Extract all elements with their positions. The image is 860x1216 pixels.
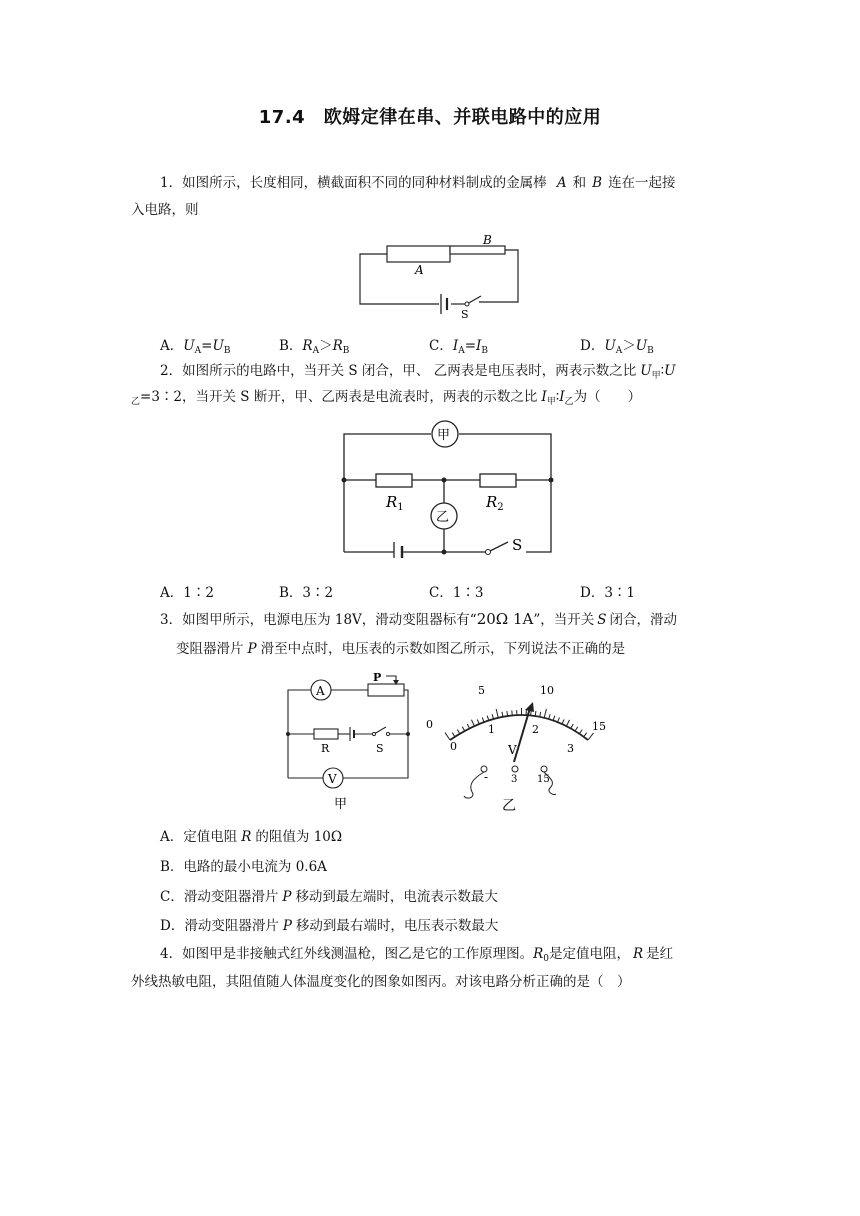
q2-option-b[interactable]: B．3∶2 (279, 585, 334, 601)
q2-circuit-figure (336, 418, 561, 558)
q3-yi-caption: 乙 (502, 798, 516, 814)
q1-option-c[interactable]: C．$I_A=I_B$ (429, 338, 488, 356)
q2-label-s: S (512, 536, 523, 554)
q3-jia-label-p: P (373, 672, 382, 684)
q2-text-line2: $_乙$=3∶2，当开关 S 断开，甲、乙两表是电流表时，两表的示数之比 $I_甲∶I_乙$为（ ） (131, 389, 642, 407)
q3-text-line2: 变阻器滑片 P 滑至中点时，电压表的示数如图乙所示，下列说法不正确的是 (176, 641, 626, 657)
q3-option-d[interactable]: D．滑动变阻器滑片 P 移动到最右端时，电压表示数最大 (160, 918, 499, 934)
upper-scale-0: 0 (426, 718, 433, 731)
lower-scale-2: 2 (532, 723, 539, 736)
lower-scale-3: 3 (567, 742, 574, 755)
upper-scale-10: 10 (540, 684, 554, 697)
lower-scale-1: 1 (488, 723, 495, 736)
q1-label-b: B (483, 233, 492, 247)
q3-jia-label-r: R (321, 742, 330, 755)
q1-var-b: B (592, 175, 603, 191)
terminal-3: 3 (511, 774, 518, 785)
q2-meter-yi: 乙 (436, 510, 450, 525)
q3-text-line1: 3．如图甲所示，电源电压为 18V，滑动变阻器标有“20Ω 1A”，当开关 S 闭合，滑动 (160, 610, 678, 628)
q2-label-r1: $R_1$ (386, 493, 404, 513)
q2-meter-jia: 甲 (437, 428, 451, 443)
q2-label-r2: $R_2$ (486, 493, 504, 513)
q3-circuit-figure-jia (284, 672, 414, 814)
terminal-minus: - (484, 770, 489, 784)
q1-stem: 1．如图所示，长度相同，横截面积不同的同种材料制成的金属棒 (160, 175, 547, 191)
q1-text-line1 (160, 172, 676, 194)
q3-jia-caption: 甲 (334, 797, 348, 812)
q3-option-c[interactable]: C．滑动变阻器滑片 P 移动到最左端时，电流表示数最大 (160, 889, 498, 905)
q3-option-b[interactable]: B．电路的最小电流为 0.6A (160, 859, 327, 875)
q1-option-b[interactable]: B．$R_A>R_B$ (279, 338, 350, 356)
dial-tick (496, 709, 498, 718)
q2-text-line1: 2．如图所示的电路中，当开关 S 闭合，甲、 乙两表是电压表时，两表示数之比 $U_甲∶U$ (160, 363, 676, 381)
q1-var-a: A (556, 175, 567, 191)
q2-option-c[interactable]: C．1∶3 (429, 585, 484, 601)
dial-tick (445, 733, 450, 740)
q1-and: 和 (572, 175, 587, 191)
q2-option-a[interactable]: A．1∶2 (160, 585, 214, 601)
dial-tick (471, 720, 474, 726)
q1-option-a[interactable]: A．$U_A=U_B$ (160, 338, 231, 356)
q2-option-d[interactable]: D．3∶1 (580, 585, 636, 601)
dial-tick (566, 720, 569, 726)
q3-option-a[interactable]: A．定值电阻 R 的阻值为 10Ω (160, 829, 343, 845)
upper-scale-15: 15 (592, 720, 606, 733)
dial-tick (544, 709, 546, 718)
page-title: 17.4 欧姆定律在串、并联电路中的应用 (258, 107, 602, 128)
q1-option-d[interactable]: D．$U_A>U_B$ (580, 338, 654, 356)
q4-text-line2: 外线热敏电阻，其阻值随人体温度变化的图象如图丙。对该电路分析正确的是（ ） (131, 974, 631, 990)
q3-jia-ammeter: A (316, 684, 325, 698)
q1-label-s: S (461, 308, 469, 321)
q3-jia-voltmeter: V (328, 772, 337, 786)
terminal-15: 15 (537, 774, 550, 785)
q1-stem-end: 连在一起接 (608, 175, 676, 191)
q4-text-line1: 4．如图甲是非接触式红外线测温枪，图乙是它的工作原理图。$R_0$是定值电阻， R 是红 (160, 946, 674, 964)
upper-scale-5: 5 (478, 684, 485, 697)
lower-scale-0: 0 (450, 740, 457, 753)
q1-text-line2: 入电路，则 (131, 202, 199, 218)
q3-voltmeter-dial-figure (422, 678, 612, 820)
q3-rating: 20Ω 1A (476, 610, 534, 628)
q3-jia-label-s: S (376, 742, 384, 755)
dial-tick (588, 733, 594, 740)
dial-label-v: V (508, 743, 517, 757)
q1-circuit-figure (355, 232, 530, 322)
q1-label-a: A (415, 263, 424, 277)
